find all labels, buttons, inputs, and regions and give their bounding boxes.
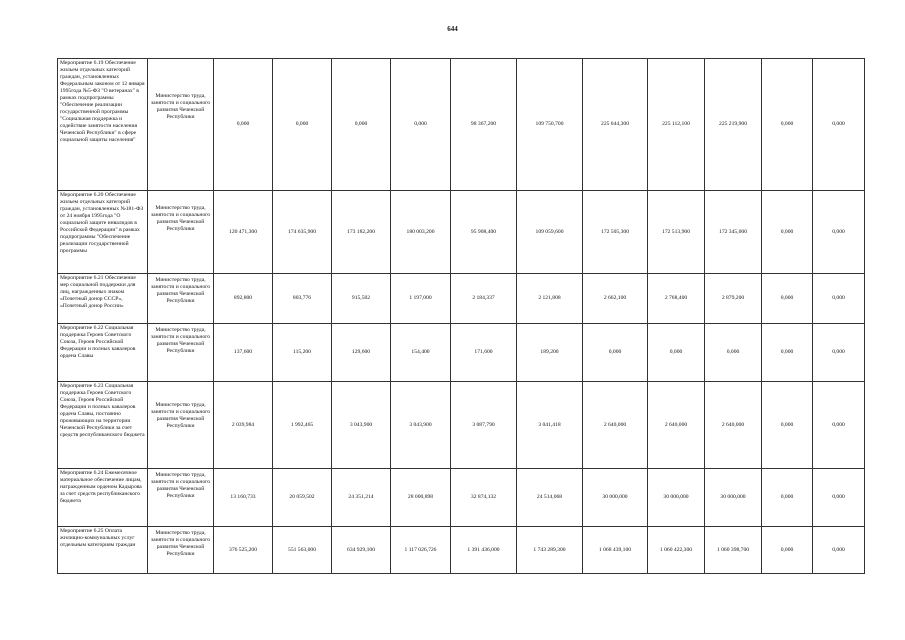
value-cell: 2 640,000 — [705, 382, 762, 469]
value-cell: 376 525,200 — [214, 527, 273, 574]
executor-cell: Министерство труда, занятости и социального развития Чеченской Республики — [148, 382, 214, 469]
value-cell: 0,000 — [648, 324, 705, 382]
table-row — [58, 191, 865, 274]
executor-cell: Министерство труда, занятости и социального развития Чеченской Республики — [148, 274, 214, 324]
value-cell: 634 929,100 — [332, 527, 391, 574]
value-cell: 173 182,200 — [332, 191, 391, 274]
value-cell: 0,000 — [762, 274, 813, 324]
value-cell: 172 345,000 — [705, 191, 762, 274]
value-cell: 30 000,000 — [705, 469, 762, 527]
value-cell: 28 000,898 — [391, 469, 451, 527]
value-cell: 24 351,214 — [332, 469, 391, 527]
executor-cell: Министерство труда, занятости и социального развития Чеченской Республики — [148, 59, 214, 191]
value-cell: 2 640,000 — [648, 382, 705, 469]
value-cell: 172 505,300 — [583, 191, 648, 274]
value-cell: 1 743 289,300 — [517, 527, 583, 574]
value-cell: 129,600 — [332, 324, 391, 382]
value-cell: 2 879,200 — [705, 274, 762, 324]
value-cell: 0,000 — [813, 191, 865, 274]
value-cell: 2 768,400 — [648, 274, 705, 324]
value-cell: 0,000 — [762, 191, 813, 274]
value-cell: 13 160,733 — [214, 469, 273, 527]
activity-text: Мероприятие 6.25 Оплата жилищно-коммунальных услуг отдельным категориям граждан — [60, 528, 136, 548]
value-cell: 0,000 — [214, 59, 273, 191]
activity-text: Мероприятие 6.20 Обеспечение жильем отдельных категорий граждан, установленных №181-ФЗ от 24 ноября 1995года "О социальной защите инвалидов в Российской Федерации" в рамках подпрограммы "Обеспечение реализации государственной программы — [60, 192, 144, 254]
value-cell: 154,400 — [391, 324, 451, 382]
executor-cell: Министерство труда, занятости и социального развития Чеченской Республики — [148, 469, 214, 527]
value-cell: 1 060 422,300 — [648, 527, 705, 574]
value-cell: 98 367,200 — [451, 59, 517, 191]
value-cell: 551 563,000 — [273, 527, 332, 574]
value-cell: 30 000,000 — [648, 469, 705, 527]
value-cell: 171,600 — [451, 324, 517, 382]
value-cell: 225 112,100 — [648, 59, 705, 191]
value-cell: 1 117 026,726 — [391, 527, 451, 574]
value-cell: 0,000 — [762, 469, 813, 527]
activity-text: Мероприятие 6.19 Обеспечение жильем отдельных категорий граждан, установленных Федеральным законом от 12 января 1995года №5-ФЗ "О ветеранах" в рамках подпрограммы "Обеспечение реализации государственной программы "Социальная поддержка и содействие занятости населения Чеченской Республики" в сфере социальной защиты населения" — [60, 60, 145, 143]
value-cell: 225 219,900 — [705, 59, 762, 191]
activity-text: Мероприятие 6.21 Обеспечение мер социальной поддержки для лиц, награжденных знаком «Почетный донор СССР», «Почетный донор России» — [60, 275, 136, 309]
value-cell: 0,000 — [762, 324, 813, 382]
value-cell: 2 662,100 — [583, 274, 648, 324]
value-cell: 1 060 398,700 — [705, 527, 762, 574]
value-cell: 120 471,300 — [214, 191, 273, 274]
value-cell: 189,200 — [517, 324, 583, 382]
value-cell: 30 000,000 — [583, 469, 648, 527]
value-cell: 0,000 — [705, 324, 762, 382]
value-cell: 0,000 — [762, 59, 813, 191]
value-cell: 803,776 — [273, 274, 332, 324]
activity-cell — [58, 274, 148, 324]
value-cell: 1 391 436,000 — [451, 527, 517, 574]
value-cell: 32 874,132 — [451, 469, 517, 527]
value-cell: 2 121,808 — [517, 274, 583, 324]
activity-cell — [58, 191, 148, 274]
value-cell: 20 059,502 — [273, 469, 332, 527]
value-cell: 24 514,068 — [517, 469, 583, 527]
value-cell: 172 513,900 — [648, 191, 705, 274]
value-cell: 0,000 — [813, 382, 865, 469]
value-cell: 2 184,337 — [451, 274, 517, 324]
value-cell: 1 197,000 — [391, 274, 451, 324]
budget-table — [57, 58, 865, 574]
value-cell: 115,200 — [273, 324, 332, 382]
activity-text: Мероприятие 6.22 Социальная поддержка Героев Советского Союза, Героев Российской Федерации и полных кавалеров ордена Славы — [60, 325, 136, 359]
value-cell: 915,502 — [332, 274, 391, 324]
value-cell: 0,000 — [813, 527, 865, 574]
activity-cell — [58, 324, 148, 382]
page-number: 644 — [447, 25, 458, 33]
value-cell: 109 059,600 — [517, 191, 583, 274]
table-row — [58, 274, 865, 324]
table-row — [58, 324, 865, 382]
value-cell: 0,000 — [391, 59, 451, 191]
value-cell: 2 640,000 — [583, 382, 648, 469]
value-cell: 225 044,300 — [583, 59, 648, 191]
value-cell: 174 635,900 — [273, 191, 332, 274]
value-cell: 109 750,700 — [517, 59, 583, 191]
value-cell: 3 087,790 — [451, 382, 517, 469]
value-cell: 0,000 — [813, 324, 865, 382]
value-cell: 0,000 — [762, 527, 813, 574]
table-row — [58, 527, 865, 574]
value-cell: 3 043,900 — [391, 382, 451, 469]
activity-cell — [58, 469, 148, 527]
value-cell: 3 043,900 — [332, 382, 391, 469]
activity-cell — [58, 527, 148, 574]
value-cell: 0,000 — [813, 274, 865, 324]
value-cell: 0,000 — [332, 59, 391, 191]
value-cell: 137,600 — [214, 324, 273, 382]
value-cell: 0,000 — [762, 382, 813, 469]
table-row — [58, 59, 865, 191]
table-row — [58, 382, 865, 469]
value-cell: 95 908,400 — [451, 191, 517, 274]
value-cell: 180 003,200 — [391, 191, 451, 274]
table-body — [58, 59, 865, 574]
value-cell: 0,000 — [813, 469, 865, 527]
activity-text: Мероприятие 6.24 Ежемесячное материальное обеспечение лицам, награжденным орденом Кадырова за счет средств республиканского бюджета — [60, 470, 142, 504]
value-cell: 0,000 — [813, 59, 865, 191]
table-row — [58, 469, 865, 527]
value-cell: 892,800 — [214, 274, 273, 324]
executor-cell: Министерство труда, занятости и социального развития Чеченской Республики — [148, 191, 214, 274]
activity-text: Мероприятие 6.23 Социальная поддержка Героев Советского Союза, Героев Российской Федерации и полных кавалеров ордена Славы, постоянно проживающих на территории Чеченской Республики за счет средств республиканского бюджета — [60, 383, 145, 438]
value-cell: 3 041,418 — [517, 382, 583, 469]
activity-cell — [58, 59, 148, 191]
executor-cell: Министерство труда, занятости и социального развития Чеченской Республики — [148, 324, 214, 382]
value-cell: 2 039,984 — [214, 382, 273, 469]
executor-cell: Министерство труда, занятости и социального развития Чеченской Республики — [148, 527, 214, 574]
value-cell: 1 068 439,100 — [583, 527, 648, 574]
value-cell: 1 992,465 — [273, 382, 332, 469]
activity-cell — [58, 382, 148, 469]
value-cell: 0,000 — [273, 59, 332, 191]
value-cell: 0,000 — [583, 324, 648, 382]
